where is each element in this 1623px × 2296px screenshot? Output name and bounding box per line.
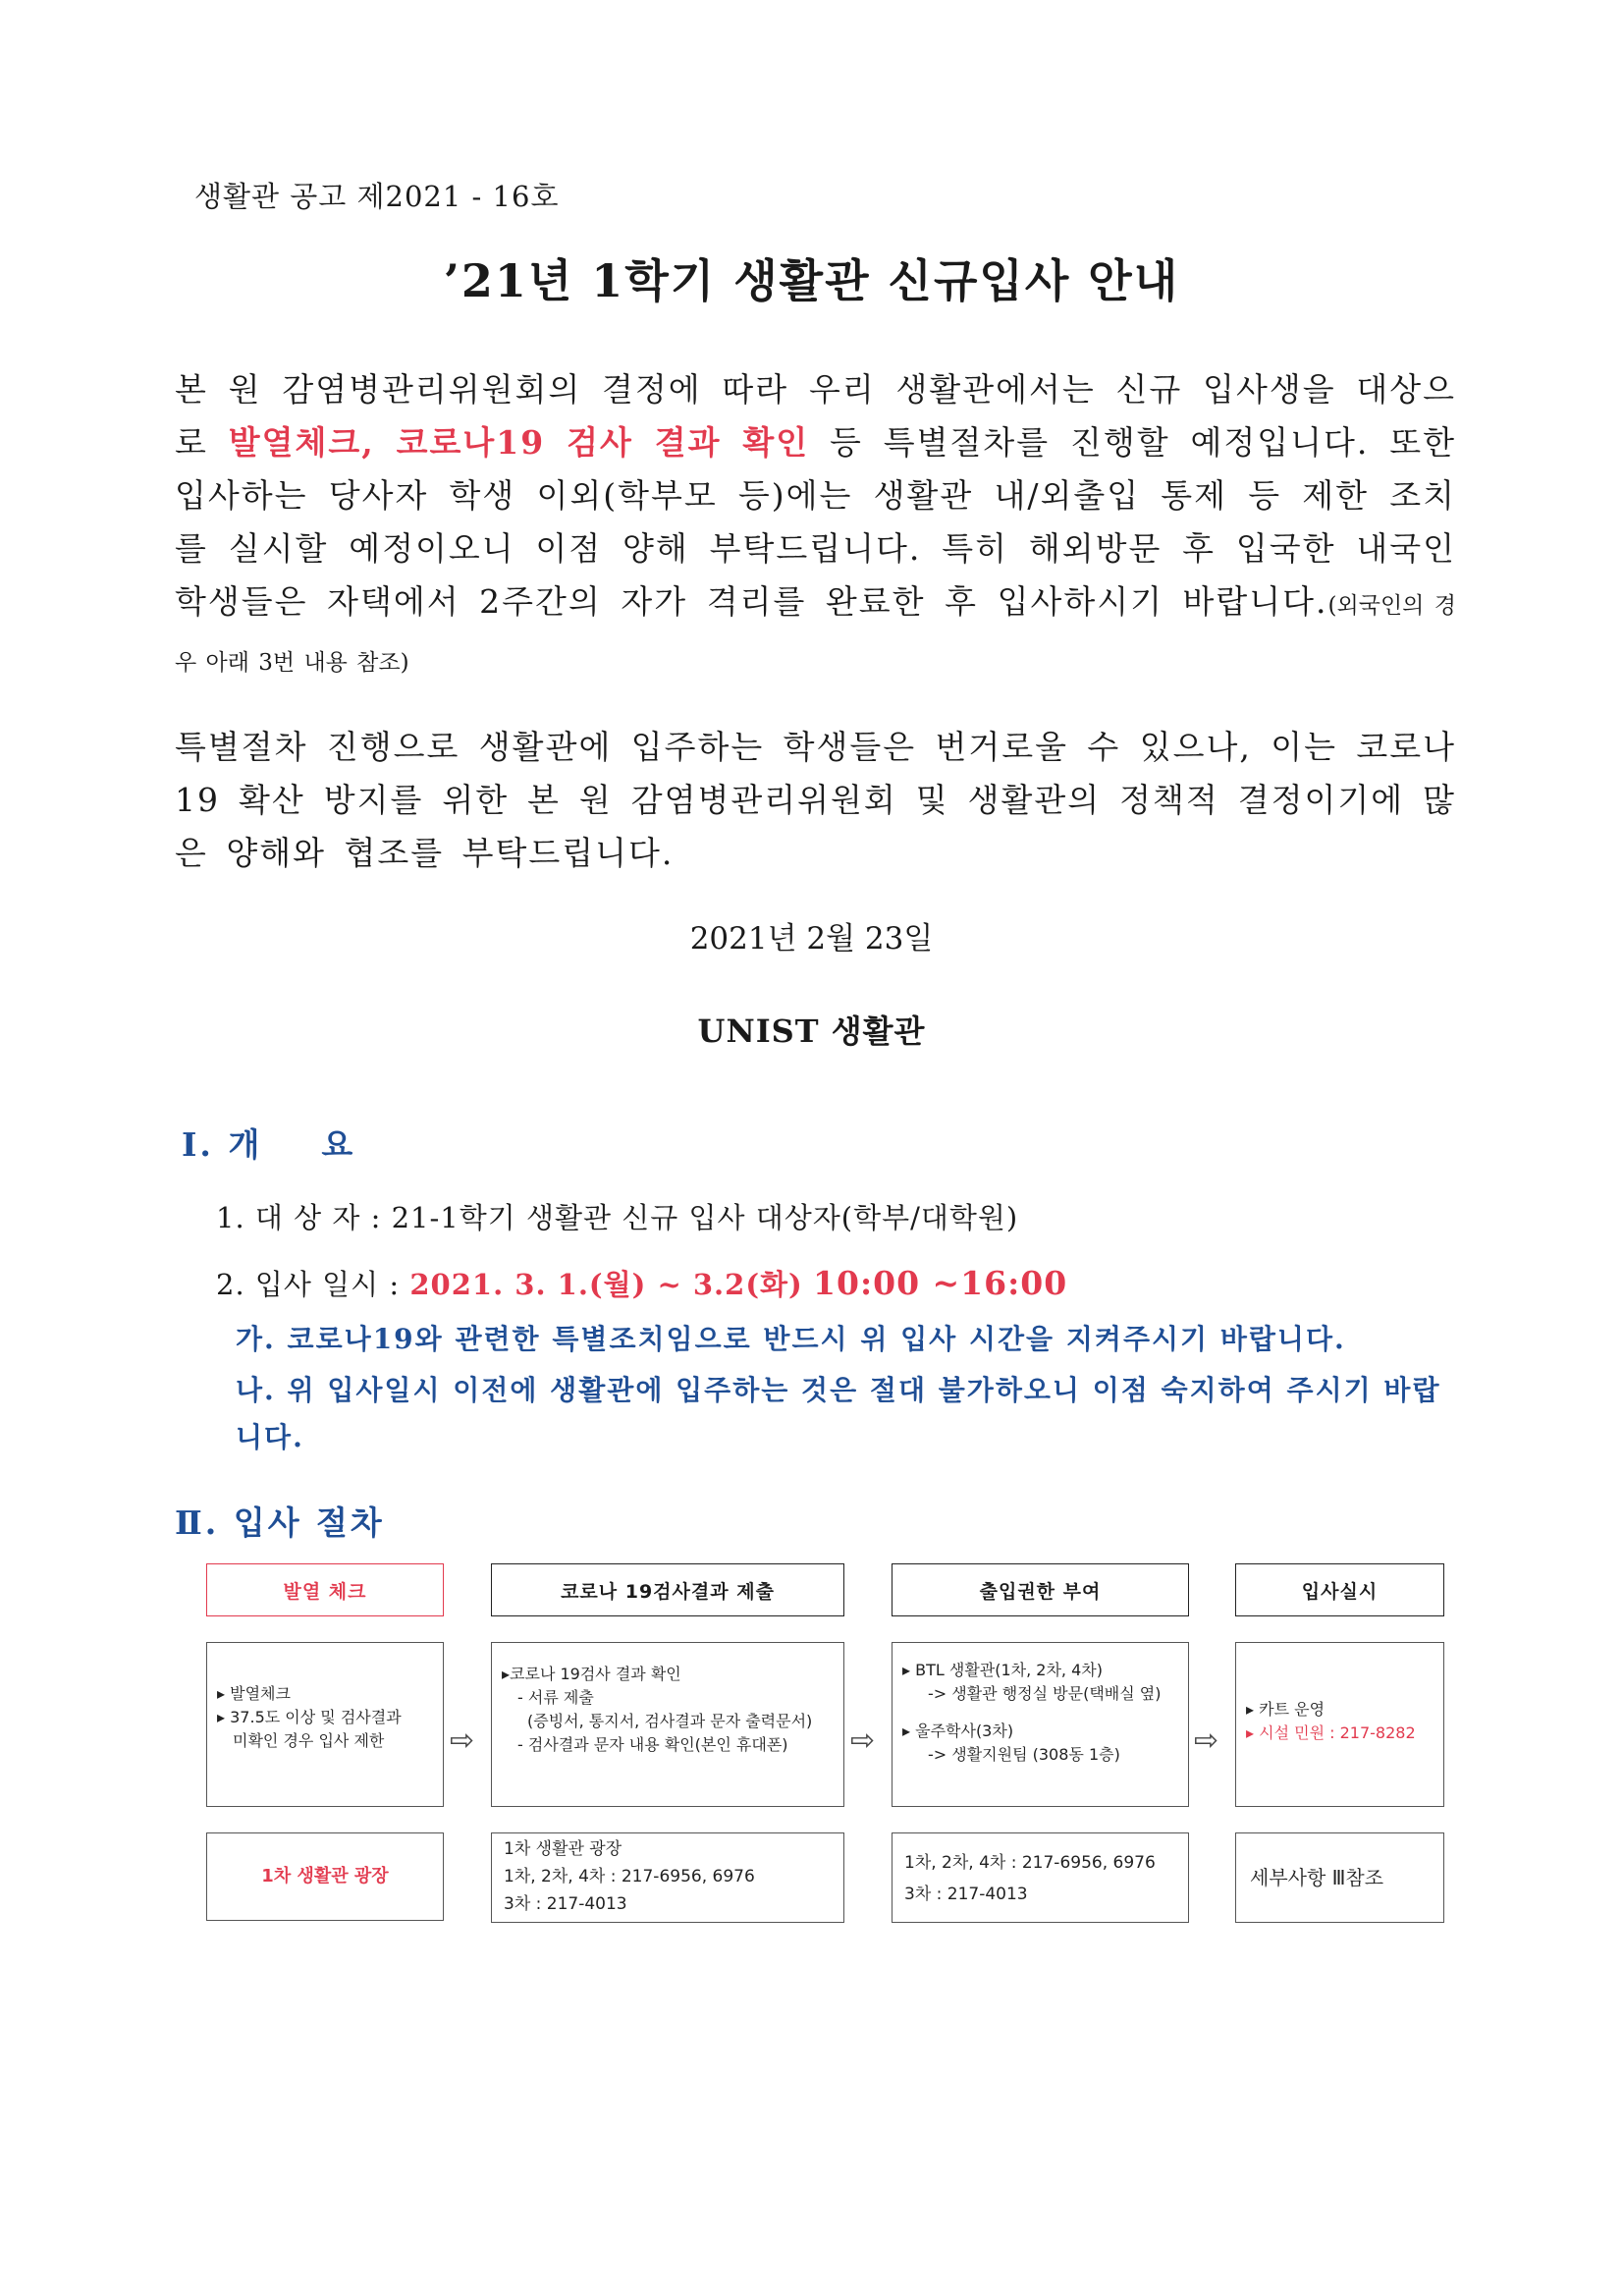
step4-content [1235,1642,1444,1807]
step3-location [892,1832,1189,1923]
cooperation-paragraph: 특별절차 진행으로 생활관에 입주하는 학생들은 번거로울 수 있으나, 이는 코로나19 확산 방지를 위한 본 원 감염병관리위원회 및 생활관의 정책적 결정이기에 많은 양해와 협조를 부탁드립니다. [175,728,1456,872]
step2-loc-3: 3차 : 217-4013 [504,1894,627,1914]
step1-bullet-1: ▸ 발열체크 [217,1684,291,1703]
step3-line-2: -> 생활관 행정실 방문(택배실 옆) [928,1684,1162,1703]
step2-loc-2: 1차, 2차, 4차 : 217-6956, 6976 [504,1867,755,1886]
section-procedure-heading [175,1498,385,1544]
move-in-label: 2. 입사 일시 : [216,1268,401,1301]
section-title-a: 개 [228,1125,263,1164]
move-in-dates: 2021. 3. 1.(월) ~ 3.2(화) [409,1268,803,1301]
target-item [216,1196,1018,1236]
move-in-date-item [216,1263,1067,1303]
notice-number: 생활관 공고 제2021 - 16호 [194,180,560,213]
step2-line-3: (증빙서, 통지서, 검사결과 문자 출력문서) [527,1712,813,1730]
section-title-b: 요 [321,1125,356,1164]
step3-content [892,1642,1189,1807]
intro-text-2: 등 특별절차를 진행할 예정입니다. 또한 입사하는 당사자 학생 이외(학부모 등)에는 생활관 내/외출입 통제 등 제한 조치를 실시할 예정이오니 이점 양해 부탁드립니다. 특히 해외방문 후 입국한 내국인 학생들은 자택에서 2주간의 자가 격리를 완료한 후 입사하시기 바랍니다. [175,423,1457,621]
step2-bullet-1: ▸코로나 19검사 결과 확인 [502,1665,681,1683]
page-title: ’21년 1학기 생활관 신규입사 안내 [443,254,1180,307]
notice-date: 2021년 2월 23일 [689,921,934,957]
step2-header: 코로나 19검사결과 제출 [491,1563,844,1616]
step4-header: 입사실시 [1235,1563,1444,1616]
step2-loc-1: 1차 생활관 광장 [504,1839,622,1859]
arrow-right-icon: ⇨ [450,1723,475,1758]
target-value: 21-1학기 생활관 신규 입사 대상자(학부/대학원) [391,1201,1019,1234]
section-title: 입사 절차 [233,1503,385,1542]
arrow-right-icon: ⇨ [850,1723,876,1758]
section-overview-heading [182,1120,355,1166]
sub-note-b: 나. 위 입사일시 이전에 생활관에 입주하는 것은 절대 불가하오니 이점 숙지하여 주시기 바랍니다. [236,1374,1441,1453]
step3-header: 출입권한 부여 [892,1563,1189,1616]
step3-loc-2: 3차 : 217-4013 [904,1885,1028,1904]
step3-bullet-1: ▸ BTL 생활관(1차, 2차, 4차) [902,1661,1103,1679]
section-numeral: Ⅱ. [175,1503,220,1542]
step4-location: 세부사항 Ⅲ참조 [1235,1832,1444,1923]
target-label: 1. 대 상 자 : [216,1201,382,1234]
intro-highlight: 발열체크, 코로나19 검사 결과 확인 [228,423,810,462]
step1-location: 1차 생활관 광장 [206,1832,444,1921]
step4-bullet-1: ▸ 카트 운영 [1246,1700,1325,1719]
step2-content [491,1642,844,1807]
step2-line-2: - 서류 제출 [517,1688,594,1707]
section-numeral: Ⅰ. [182,1125,214,1164]
step1-header: 발열 체크 [206,1563,444,1616]
step3-bullet-2: ▸ 울주학사(3차) [902,1722,1014,1740]
step1-bullet-2b: 미확인 경우 입사 제한 [233,1731,385,1750]
sub-note-a: 가. 코로나19와 관련한 특별조치임으로 반드시 위 입사 시간을 지켜주시기 바랍니다. [236,1323,1346,1355]
intro-paragraph [175,363,1456,689]
step3-loc-1: 1차, 2차, 4차 : 217-6956, 6976 [904,1853,1156,1873]
organization-name: UNIST 생활관 [697,1012,926,1050]
step2-line-4: - 검사결과 문자 내용 확인(본인 휴대폰) [517,1735,788,1754]
step4-bullet-2: ▸ 시설 민원 : 217-8282 [1246,1723,1416,1742]
arrow-right-icon: ⇨ [1194,1723,1219,1758]
step1-content [206,1642,444,1807]
step1-bullet-2: ▸ 37.5도 이상 및 검사결과 [217,1708,402,1726]
intro-text-1: 본 원 감염병관리위원회의 결정에 따라 우리 생활관에서는 신규 입사생을 대상으로 [175,370,1456,462]
step2-location [491,1832,844,1923]
move-in-time: 10:00 ~16:00 [813,1264,1068,1302]
intro-note: (외국인의 경우 아래 3번 내용 참조) [175,593,1457,676]
step3-line-4: -> 생활지원팀 (308동 1층) [928,1745,1120,1764]
